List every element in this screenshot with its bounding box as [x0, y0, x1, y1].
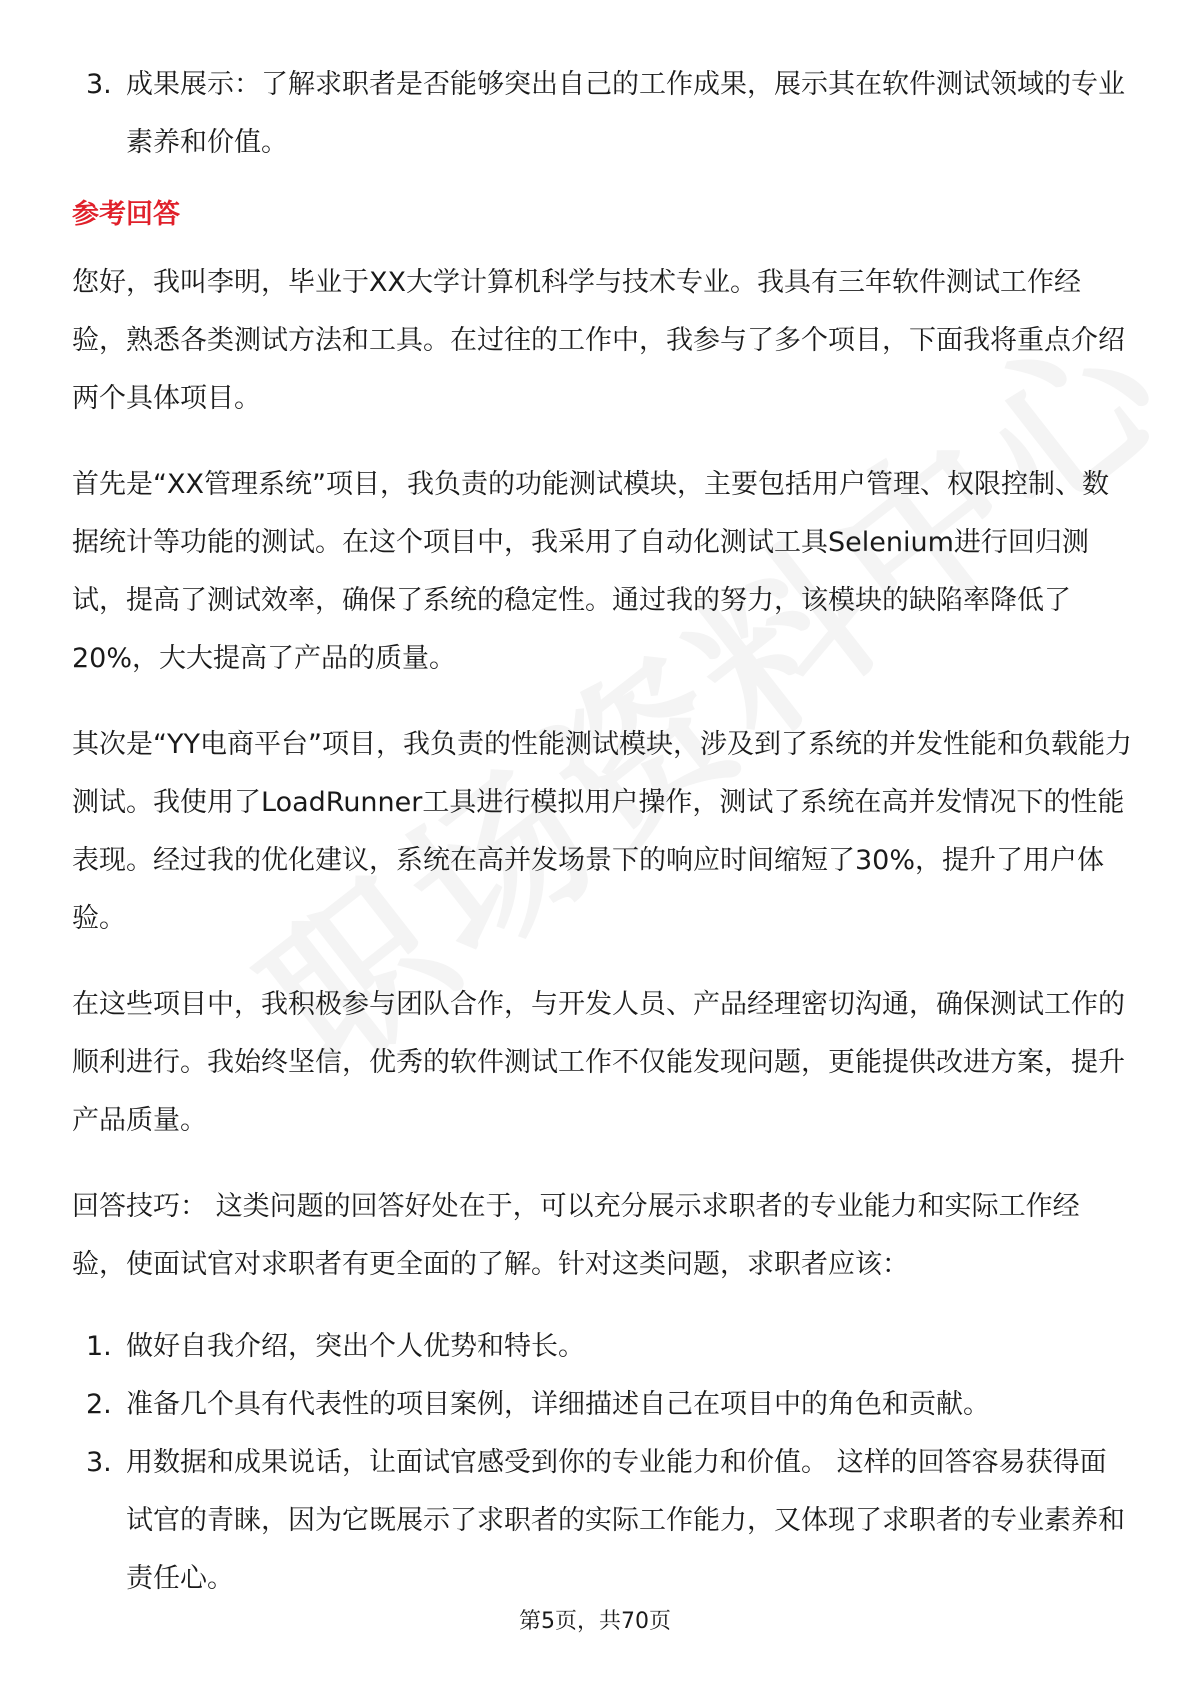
- paragraph-tips: 回答技巧： 这类问题的回答好处在于，可以充分展示求职者的专业能力和实际工作经验，使面试官对求职者有更全面的了解。针对这类问题，求职者应该：: [72, 1191, 1080, 1280]
- list-item-number: 3.: [86, 1447, 112, 1478]
- list-item: [72, 56, 1132, 172]
- list-item: [72, 1376, 1132, 1434]
- page-footer: 第5页，共70页: [519, 1609, 671, 1634]
- list-item-text: 用数据和成果说话，让面试官感受到你的专业能力和价值。 这样的回答容易获得面试官的青睐，因为它既展示了求职者的实际工作能力，又体现了求职者的专业素养和责任心。: [126, 1447, 1125, 1594]
- answer-heading: 参考回答: [72, 199, 180, 230]
- list-item-number: 1.: [86, 1331, 112, 1362]
- tips-list: [72, 1318, 1132, 1608]
- list-item-number: 2.: [86, 1389, 112, 1420]
- document-content: [72, 56, 1132, 1608]
- paragraph-intro: 您好，我叫李明，毕业于XX大学计算机科学与技术专业。我具有三年软件测试工作经验，熟悉各类测试方法和工具。在过往的工作中，我参与了多个项目，下面我将重点介绍两个具体项目。: [72, 267, 1125, 414]
- paragraph-teamwork: 在这些项目中，我积极参与团队合作，与开发人员、产品经理密切沟通，确保测试工作的顺利进行。我始终坚信，优秀的软件测试工作不仅能发现问题，更能提供改进方案，提升产品质量。: [72, 989, 1125, 1136]
- paragraph-project-xx: 首先是“XX管理系统”项目，我负责的功能测试模块，主要包括用户管理、权限控制、数据统计等功能的测试。在这个项目中，我采用了自动化测试工具Selenium进行回归测试，提高了测试效率，确保了系统的稳定性。通过我的努力，该模块的缺陷率降低了20%，大大提高了产品的质量。: [72, 469, 1109, 674]
- list-item-text: 成果展示：了解求职者是否能够突出自己的工作成果，展示其在软件测试领域的专业素养和价值。: [126, 69, 1125, 158]
- list-item: [72, 1318, 1132, 1376]
- paragraph-project-yy: 其次是“YY电商平台”项目，我负责的性能测试模块，涉及到了系统的并发性能和负载能力测试。我使用了LoadRunner工具进行模拟用户操作，测试了系统在高并发情况下的性能表现。经过我的优化建议，系统在高并发场景下的响应时间缩短了30%，提升了用户体验。: [72, 729, 1132, 934]
- list-item-text: 做好自我介绍，突出个人优势和特长。: [126, 1331, 585, 1362]
- list-item: [72, 1434, 1132, 1608]
- list-item-number: 3.: [86, 69, 112, 100]
- list-item-text: 准备几个具有代表性的项目案例，详细描述自己在项目中的角色和贡献。: [126, 1389, 990, 1420]
- intro-list: [72, 56, 1132, 172]
